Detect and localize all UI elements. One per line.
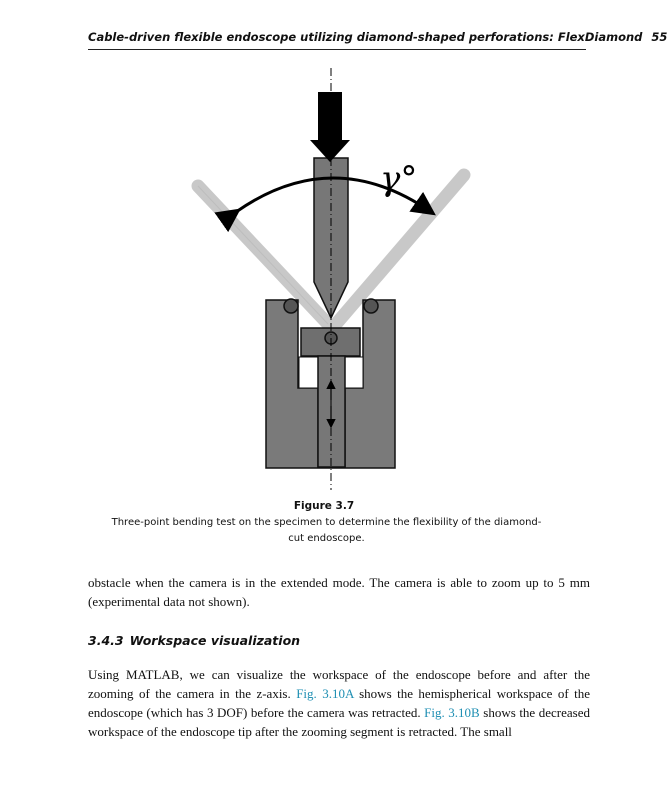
figure-ref-3-10b[interactable]: Fig. 3.10B [424,705,480,720]
section-number: 3.4.3 [88,633,124,648]
left-support-pin [284,299,298,313]
header-rule [88,49,586,50]
paragraph-2-text-2: shows the hemispherical workspace of the endoscope (which has 3 DOF) before the camera was retracted. [88,686,590,720]
paragraph-1: obstacle when the camera is in the extended mode. The camera is able to zoom up to 5 mm (experimental data not shown). [88,575,590,609]
paragraph-2-text-1: Using MATLAB, we can visualize the workspace of the endoscope before and after the zooming of the camera in the z-axis. [88,667,590,701]
paragraph-2-text-3: shows the decreased workspace of the endoscope tip after the zooming segment is retracted. The small [88,705,590,739]
fixture-slot-right [345,357,363,388]
running-head [88,30,667,44]
fixture-slot-left [299,357,318,388]
figure-label: Figure 3.7 [293,500,355,512]
right-support-pin [364,299,378,313]
angle-label: γ° [380,159,418,199]
paragraph-2 [88,665,590,741]
running-title: Cable-driven flexible endoscope utilizing diamond-shaped perforations: FlexDiamond [88,30,643,44]
figure-caption: Three-point bending test on the specimen to determine the flexibility of the diamond-cut endoscope. [111,517,542,544]
section-title: Workspace visualization [129,633,301,648]
bending-test-diagram [0,60,648,490]
section-heading [88,633,300,648]
figure-ref-3-10a[interactable]: Fig. 3.10A [296,686,354,701]
load-arrow-shaft [318,92,342,144]
figure-3-7 [0,60,648,490]
specimen-left-arm-outline [198,186,328,324]
page-number: 55 [651,30,667,44]
